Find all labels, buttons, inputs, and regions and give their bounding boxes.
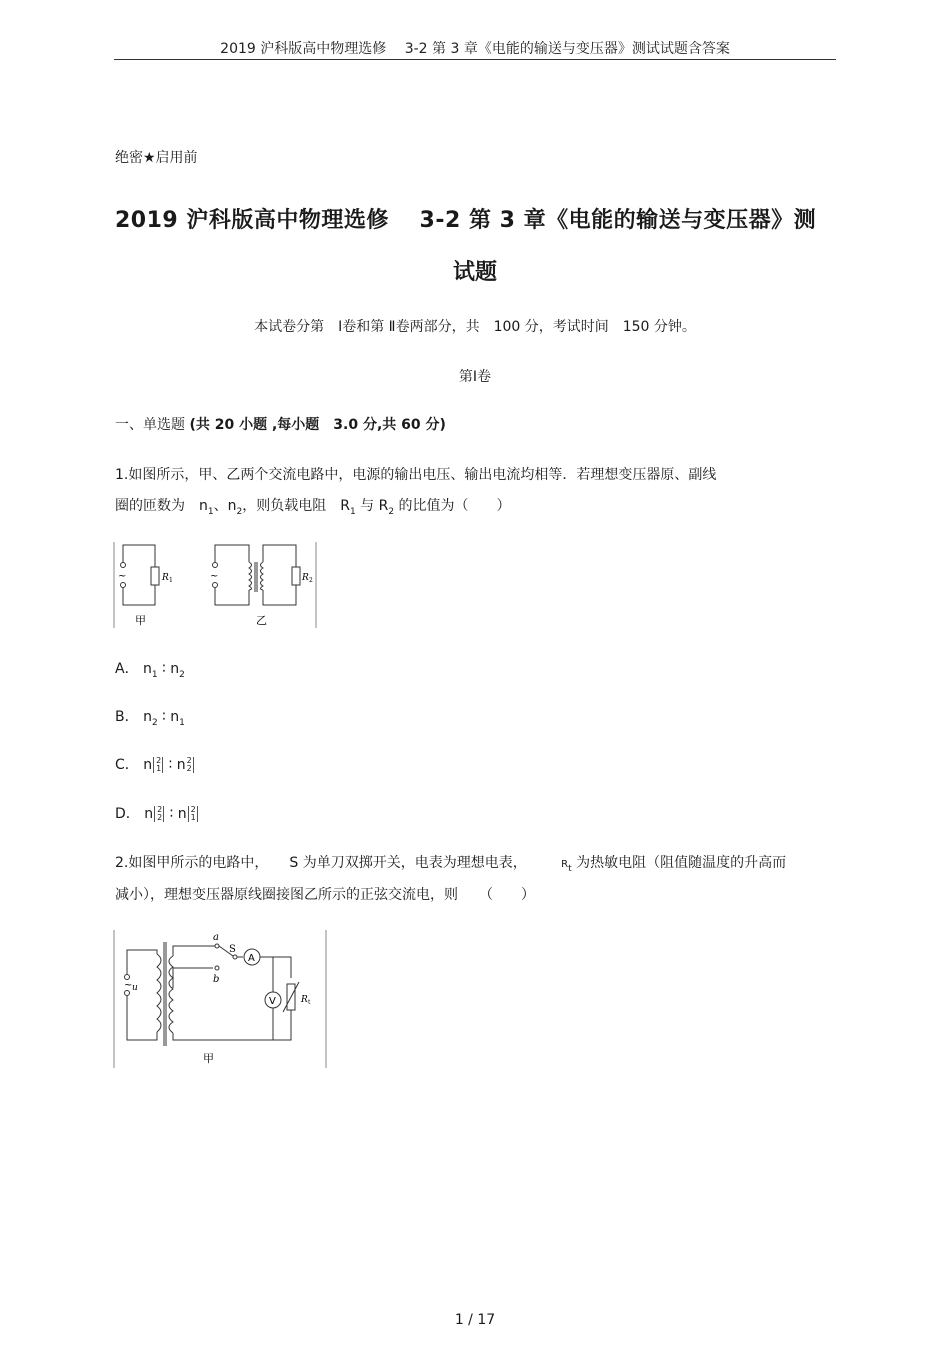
option-letter: D． bbox=[115, 806, 140, 822]
q1-stem-line-2 bbox=[115, 495, 511, 517]
q1-text-e: 的比值为（ ） bbox=[394, 498, 511, 514]
volume-heading: 第Ⅰ卷 bbox=[458, 369, 492, 385]
option-letter: C． bbox=[115, 757, 139, 773]
option-ratio-sign: ∶ bbox=[162, 661, 166, 677]
section-prefix: 一、单选题 bbox=[115, 417, 185, 433]
q1-r1-sub: 1 bbox=[169, 577, 173, 584]
q1-r2-sub: 2 bbox=[309, 577, 313, 584]
section-detail: (共 20 小题 ,每小题 3.0 分,共 60 分) bbox=[189, 417, 446, 433]
option-letter: A． bbox=[115, 661, 139, 677]
q2-rt-sub: t bbox=[568, 863, 572, 874]
bracket-mark bbox=[197, 806, 198, 822]
q1-text-d: 与 R bbox=[355, 498, 389, 514]
running-header: 2019 沪科版高中物理选修 3-2 第 3 章《电能的输送与变压器》测试试题含答案 bbox=[220, 41, 730, 57]
q2-text-c: 为热敏电阻（阻值随温度的升高而 bbox=[571, 855, 787, 871]
q1-sub-1: 1 bbox=[207, 506, 214, 517]
q2-terminal-b: b bbox=[213, 974, 220, 985]
q1-label-jia: 甲 bbox=[135, 614, 146, 627]
bracket-mark bbox=[154, 806, 155, 822]
secret-label: 绝密★启用前 bbox=[115, 150, 198, 166]
q2-rt-label: R bbox=[301, 995, 308, 1005]
option-exponent: 2 1 bbox=[190, 805, 196, 822]
option-term: n bbox=[143, 661, 152, 677]
q2-switch-label: S bbox=[229, 944, 236, 955]
q1-text-a: 圈的匝数为 n bbox=[115, 498, 208, 514]
bracket-mark bbox=[153, 757, 154, 773]
q2-stem-line-2: 减小），理想变压器原线圈接图乙所示的正弦交流电，则 （ ） bbox=[115, 887, 535, 903]
q1-sub-2: 2 bbox=[236, 506, 243, 517]
q2-ac-symbol: ~ bbox=[124, 980, 133, 991]
option-exponent: 2 2 bbox=[157, 805, 163, 822]
option-term: n bbox=[176, 757, 186, 773]
option-exponent: 2 1 bbox=[156, 756, 162, 773]
q1-sub-4: 2 bbox=[388, 506, 395, 517]
q1-r2-label: R bbox=[302, 573, 309, 583]
q2-rt-symbol: R bbox=[561, 859, 569, 870]
q1-text-b: 、n bbox=[213, 498, 237, 514]
option-ratio-sign: ∶ bbox=[162, 709, 166, 725]
page-number: 1 / 17 bbox=[454, 1312, 496, 1328]
q2-u-label: u bbox=[132, 983, 138, 993]
q2-stem-line-1 bbox=[115, 852, 786, 874]
q1-r1-label: R bbox=[162, 573, 169, 583]
option-term: n bbox=[143, 757, 153, 773]
q1-text-c: ，则负载电阻 R bbox=[242, 498, 350, 514]
q2-ammeter-label: A bbox=[248, 953, 255, 964]
option-term: n bbox=[170, 661, 180, 677]
section-heading bbox=[115, 414, 446, 434]
title-line-2: 试题 bbox=[452, 260, 497, 285]
option-sub: 2 bbox=[151, 717, 158, 728]
title-line-1: 2019 沪科版高中物理选修 3-2 第 3 章《电能的输送与变压器》测 bbox=[115, 208, 817, 233]
option-ratio-sign: ∶ bbox=[169, 806, 174, 822]
q2-text-a: 2.如图甲所示的电路中， S 为单刀双掷开关，电表为理想电表， bbox=[115, 855, 527, 871]
option-term: n bbox=[143, 709, 152, 725]
q1-ac-symbol-left: ~ bbox=[118, 571, 127, 582]
option-letter: B． bbox=[115, 709, 139, 725]
exam-intro: 本试卷分第 Ⅰ卷和第 Ⅱ卷两部分，共 100 分，考试时间 150 分钟。 bbox=[254, 319, 696, 335]
q1-option-b[interactable] bbox=[115, 706, 185, 728]
q1-option-d[interactable] bbox=[115, 803, 199, 823]
option-exponent: 2 2 bbox=[186, 756, 192, 773]
header-rule bbox=[114, 59, 836, 60]
bracket-mark bbox=[162, 757, 163, 773]
q2-circuit-figure bbox=[113, 928, 328, 1070]
q2-rt-label-sub: t bbox=[308, 999, 311, 1006]
q2-terminal-a: a bbox=[213, 932, 219, 943]
q1-option-c[interactable] bbox=[115, 754, 195, 774]
option-sub: 2 bbox=[179, 669, 185, 680]
q2-voltmeter-label: V bbox=[269, 996, 276, 1007]
option-term: n bbox=[170, 709, 180, 725]
bracket-mark bbox=[163, 806, 164, 822]
option-term: n bbox=[177, 806, 187, 822]
option-sub: 1 bbox=[179, 717, 185, 728]
q1-sub-3: 1 bbox=[349, 506, 356, 517]
bracket-mark bbox=[188, 806, 189, 822]
bracket-mark bbox=[193, 757, 194, 773]
option-sub: 1 bbox=[151, 669, 158, 680]
q1-circuit-figure bbox=[113, 540, 318, 630]
q1-label-yi: 乙 bbox=[256, 614, 267, 627]
q1-ac-symbol-right: ~ bbox=[210, 571, 219, 582]
option-term: n bbox=[144, 806, 154, 822]
q1-stem-line-1: 1.如图所示，甲、乙两个交流电路中，电源的输出电压、输出电流均相等．若理想变压器原、副线 bbox=[115, 467, 717, 483]
q2-figure-label: 甲 bbox=[203, 1052, 214, 1065]
option-ratio-sign: ∶ bbox=[168, 757, 173, 773]
q1-option-a[interactable] bbox=[115, 658, 185, 680]
